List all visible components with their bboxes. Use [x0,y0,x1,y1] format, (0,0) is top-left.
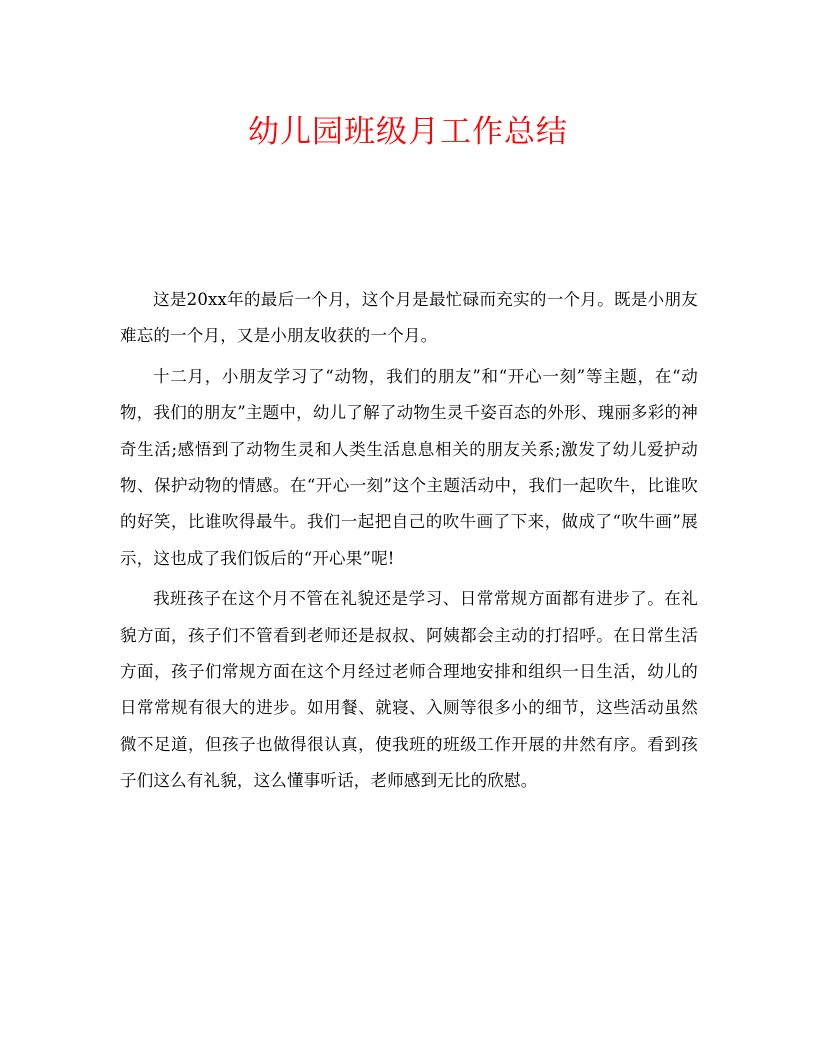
paragraph-themes: 十二月，小朋友学习了“动物，我们的朋友”和“开心一刻”等主题，在“动物，我们的朋友”主题中，幼儿了解了动物生灵千姿百态的外形、瑰丽多彩的神奇生活;感悟到了动物生灵和人类生活息息相关的朋友关系;激发了幼儿爱护动物、保护动物的情感。在“开心一刻”这个主题活动中，我们一起吹牛，比谁吹的好笑，比谁吹得最牛。我们一起把自己的吹牛画了下来，做成了“吹牛画”展示，这也成了我们饭后的“开心果”呢! [120,366,698,568]
document-title: 幼儿园班级月工作总结 [248,114,568,150]
paragraph-intro: 这是20xx年的最后一个月，这个月是最忙碌而充实的一个月。既是小朋友难忘的一个月，又是小朋友收获的一个月。 [120,290,698,346]
document-body [120,282,698,804]
paragraph-progress: 我班孩子在这个月不管在礼貌还是学习、日常常规方面都有进步了。在礼貌方面，孩子们不管看到老师还是叔叔、阿姨都会主动的打招呼。在日常生活方面，孩子们常规方面在这个月经过老师合理地安排和组织一日生活，幼儿的日常常规有很大的进步。如用餐、就寝、入厕等很多小的细节，这些活动虽然微不足道，但孩子也做得很认真，使我班的班级工作开展的井然有序。看到孩子们这么有礼貌，这么懂事听话，老师感到无比的欣慰。 [120,589,698,791]
